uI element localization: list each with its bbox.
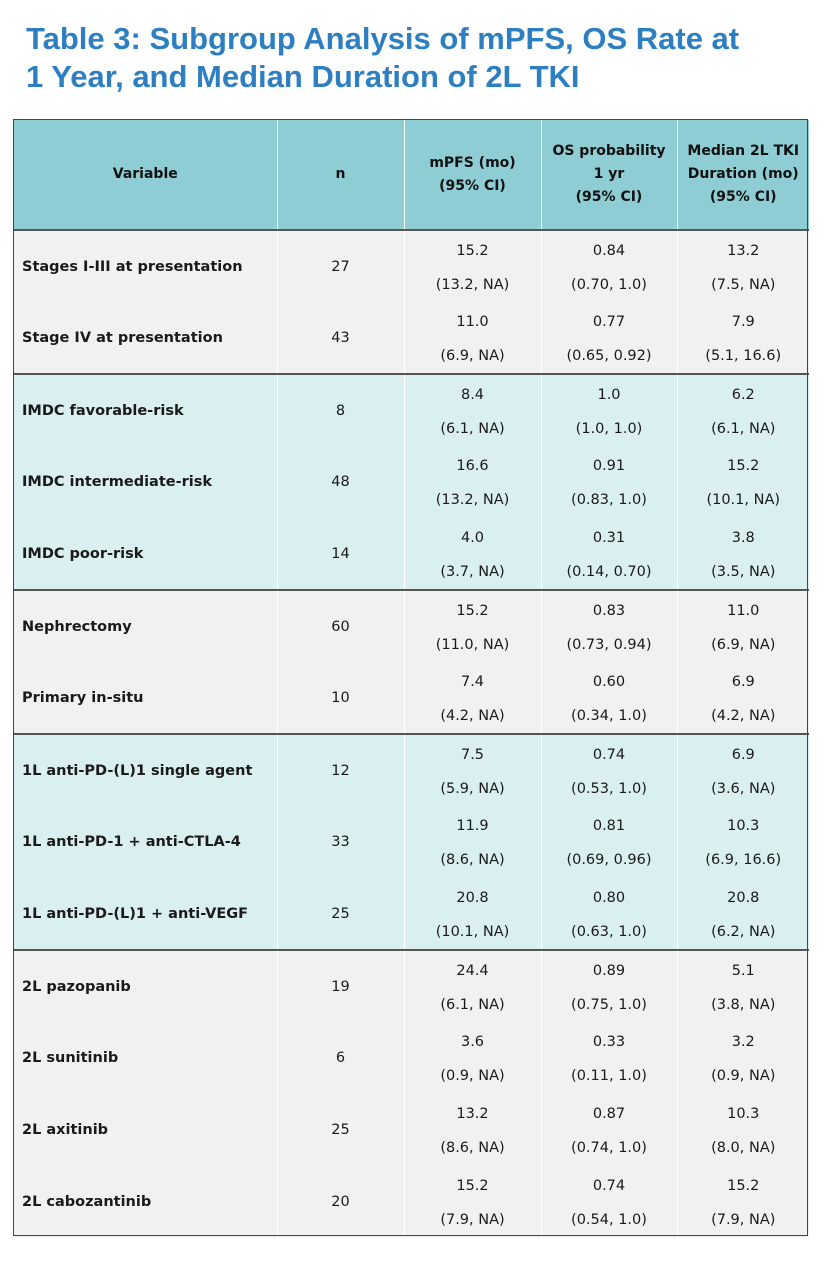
os-ci: (0.69, 0.96) [566,852,652,868]
row-mpfs [404,230,541,302]
row-mpfs [404,662,541,734]
tki-ci: (8.0, NA) [711,1140,776,1156]
tki-ci: (6.1, NA) [711,420,776,437]
row-label: Stages I-III at presentation [14,230,277,302]
page-title [26,20,826,96]
row-n: 27 [277,230,404,302]
tki-ci: (6.2, NA) [711,923,776,940]
row-n: 6 [277,1022,404,1094]
os-value: 1.0 [597,386,621,403]
row-n: 43 [277,302,404,374]
tki-ci: (7.5, NA) [711,276,776,293]
row-n: 12 [277,734,404,806]
row-mpfs [404,734,541,806]
row-label: 1L anti-PD-(L)1 single agent [14,734,277,806]
row-os [541,878,677,950]
row-os [541,590,677,662]
row-label: Primary in-situ [14,662,277,734]
row-n: 48 [277,446,404,518]
row-label: 1L anti-PD-(L)1 + anti-VEGF [14,878,277,950]
mpfs-value: 3.6 [460,1034,485,1050]
os-ci: (0.83, 1.0) [571,492,647,508]
row-mpfs [404,806,541,878]
tki-ci: (6.9, NA) [711,636,776,653]
os-value: 0.33 [592,1034,626,1050]
row-mpfs [404,1166,541,1238]
header-row [14,120,809,230]
mpfs-value: 7.5 [460,746,485,763]
tki-ci: (7.9, NA) [711,1212,776,1228]
mpfs-ci: (6.9, NA) [440,347,505,364]
header-tki: Median 2L TKI Duration (mo) (95% CI) [677,120,809,230]
tki-value: 6.2 [731,386,755,403]
mpfs-ci: (6.1, NA) [440,420,505,437]
row-tki [677,518,809,590]
row-tki [677,878,809,950]
os-value: 0.91 [592,458,626,474]
row-mpfs [404,446,541,518]
os-ci: (0.63, 1.0) [571,923,647,940]
row-os [541,950,677,1022]
table-row [14,590,809,662]
row-n: 33 [277,806,404,878]
mpfs-value: 15.2 [456,1178,489,1194]
os-value: 0.89 [592,962,626,979]
os-ci: (0.74, 1.0) [571,1140,647,1156]
tki-ci: (6.9, 16.6) [705,852,782,868]
table-row [14,374,809,446]
mpfs-value: 24.4 [456,962,489,979]
row-n: 10 [277,662,404,734]
table-row [14,446,809,518]
title-line-2: 1 Year, and Median Duration of 2L TKI [26,59,580,94]
subgroup-table [14,120,809,1238]
tki-value: 5.1 [731,962,755,979]
os-value: 0.80 [592,889,626,906]
tki-ci: (5.1, 16.6) [705,347,782,364]
row-tki [677,446,809,518]
os-ci: (0.14, 0.70) [566,563,652,580]
os-ci: (0.73, 0.94) [566,636,652,653]
row-mpfs [404,1094,541,1166]
tki-value: 7.9 [731,313,755,330]
row-label: Nephrectomy [14,590,277,662]
header-n: n [277,120,404,230]
mpfs-ci: (3.7, NA) [440,563,505,580]
row-n: 8 [277,374,404,446]
tki-value: 3.8 [731,529,755,546]
row-tki [677,302,809,374]
mpfs-ci: (7.9, NA) [440,1212,505,1228]
mpfs-ci: (0.9, NA) [440,1068,505,1084]
tki-value: 10.3 [727,818,760,834]
mpfs-ci: (8.6, NA) [440,1140,505,1156]
os-ci: (0.34, 1.0) [571,707,647,724]
table-row [14,1094,809,1166]
tki-ci: (0.9, NA) [711,1068,776,1084]
row-tki [677,230,809,302]
mpfs-value: 4.0 [460,529,485,546]
tki-value: 15.2 [727,1178,760,1194]
row-mpfs [404,302,541,374]
row-tki [677,1166,809,1238]
os-ci: (1.0, 1.0) [575,420,643,437]
tki-value: 15.2 [727,458,760,474]
table-row [14,950,809,1022]
tki-value: 6.9 [731,673,755,690]
mpfs-ci: (8.6, NA) [440,852,505,868]
header-variable: Variable [14,120,277,230]
row-label: 2L axitinib [14,1094,277,1166]
tki-ci: (4.2, NA) [711,707,776,724]
table-row [14,878,809,950]
row-os [541,1166,677,1238]
row-mpfs [404,374,541,446]
tki-ci: (10.1, NA) [706,492,781,508]
os-value: 0.74 [592,746,626,763]
tki-value: 20.8 [727,889,760,906]
mpfs-value: 16.6 [456,458,489,474]
table-row [14,662,809,734]
row-n: 19 [277,950,404,1022]
table-row [14,518,809,590]
mpfs-value: 11.9 [456,818,489,834]
os-value: 0.31 [592,529,626,546]
row-os [541,302,677,374]
row-mpfs [404,1022,541,1094]
row-tki [677,662,809,734]
mpfs-value: 11.0 [456,313,489,330]
table-row [14,1022,809,1094]
mpfs-ci: (5.9, NA) [440,780,505,797]
row-tki [677,374,809,446]
row-n: 14 [277,518,404,590]
row-os [541,1022,677,1094]
row-label: 2L pazopanib [14,950,277,1022]
row-os [541,1094,677,1166]
tki-value: 10.3 [727,1106,760,1122]
tki-value: 11.0 [727,602,760,619]
mpfs-ci: (13.2, NA) [435,276,510,293]
os-value: 0.74 [592,1178,626,1194]
os-ci: (0.70, 1.0) [571,276,647,293]
title-line-1: Table 3: Subgroup Analysis of mPFS, OS Rate at [26,21,740,56]
mpfs-value: 7.4 [460,673,485,690]
row-n: 25 [277,878,404,950]
mpfs-value: 13.2 [456,1106,489,1122]
row-label: Stage IV at presentation [14,302,277,374]
tki-ci: (3.5, NA) [711,563,776,580]
row-tki [677,734,809,806]
os-ci: (0.75, 1.0) [571,996,647,1013]
row-tki [677,806,809,878]
tki-value: 13.2 [727,242,760,259]
os-value: 0.77 [592,313,626,330]
os-value: 0.83 [592,602,626,619]
mpfs-ci: (6.1, NA) [440,996,505,1013]
mpfs-ci: (4.2, NA) [440,707,505,724]
row-label: IMDC favorable-risk [14,374,277,446]
os-ci: (0.54, 1.0) [571,1212,647,1228]
mpfs-ci: (13.2, NA) [435,492,510,508]
row-label: IMDC poor-risk [14,518,277,590]
mpfs-ci: (11.0, NA) [435,636,510,653]
row-os [541,518,677,590]
row-os [541,662,677,734]
os-value: 0.81 [592,818,626,834]
row-os [541,446,677,518]
row-label: 2L sunitinib [14,1022,277,1094]
mpfs-value: 8.4 [460,386,485,403]
row-os [541,734,677,806]
table-row [14,734,809,806]
os-ci: (0.11, 1.0) [571,1068,647,1084]
mpfs-value: 15.2 [456,242,489,259]
tki-ci: (3.8, NA) [711,996,776,1013]
os-value: 0.84 [592,242,626,259]
header-os: OS probability 1 yr (95% CI) [541,120,677,230]
row-tki [677,1094,809,1166]
row-mpfs [404,878,541,950]
row-n: 25 [277,1094,404,1166]
os-ci: (0.65, 0.92) [566,347,652,364]
row-label: 2L cabozantinib [14,1166,277,1238]
tki-value: 6.9 [731,746,755,763]
table-row [14,1166,809,1238]
mpfs-ci: (10.1, NA) [435,923,510,940]
row-label: IMDC intermediate-risk [14,446,277,518]
mpfs-value: 20.8 [456,889,489,906]
row-tki [677,950,809,1022]
table-row [14,230,809,302]
table-row [14,302,809,374]
row-os [541,230,677,302]
os-ci: (0.53, 1.0) [571,780,647,797]
row-mpfs [404,518,541,590]
row-os [541,806,677,878]
mpfs-value: 15.2 [456,602,489,619]
header-mpfs: mPFS (mo) (95% CI) [404,120,541,230]
tki-ci: (3.6, NA) [711,780,776,797]
row-tki [677,590,809,662]
row-mpfs [404,950,541,1022]
row-os [541,374,677,446]
row-mpfs [404,590,541,662]
tki-value: 3.2 [731,1034,755,1050]
table-row [14,806,809,878]
row-tki [677,1022,809,1094]
row-n: 20 [277,1166,404,1238]
os-value: 0.60 [592,673,626,690]
row-label: 1L anti-PD-1 + anti-CTLA-4 [14,806,277,878]
os-value: 0.87 [592,1106,626,1122]
row-n: 60 [277,590,404,662]
